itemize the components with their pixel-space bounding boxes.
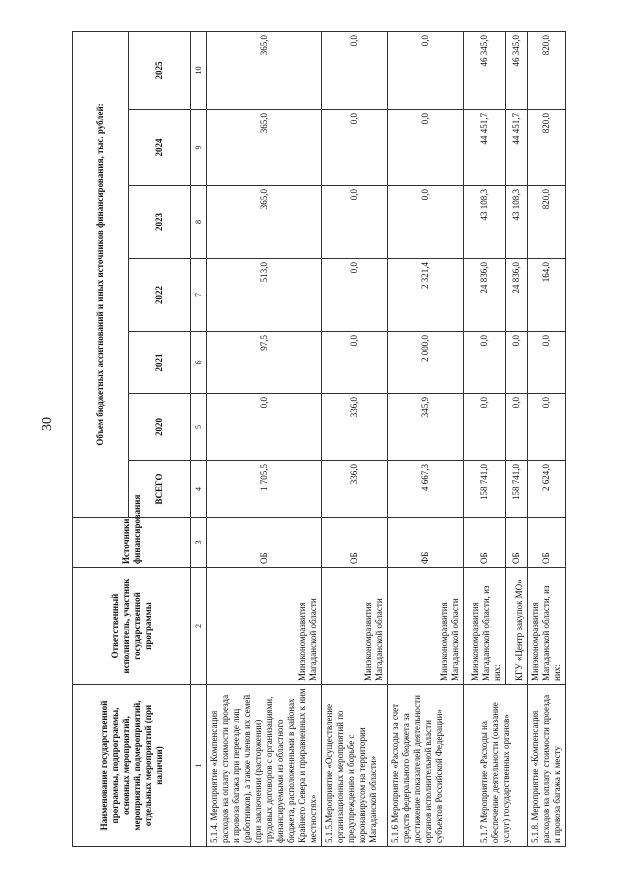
header-year: 2024 [129,110,191,186]
table-row [207,31,322,846]
column-index: 5 [191,394,207,461]
row-value: 345,9 [388,394,464,461]
header-source: Источники финансирования [73,518,191,568]
table-row [322,31,388,846]
row-value: 820,0 [528,110,566,186]
column-index: 4 [191,461,207,518]
row-value: 2 624,0 [528,461,566,518]
row-source: ОБ [207,518,322,568]
row-value: 365,0 [207,186,322,259]
header-name: Наименование государственной программы, подпрограммы, основных мероприятий, мероприятий, подмероприятий, отдельных мероприятий (при наличии) [73,685,191,847]
header-year: 2025 [129,31,191,109]
column-index: 7 [191,259,207,332]
row-value: 158 741,0 [464,461,506,518]
row-responsible: Минэкономразвития Магаданской области [322,568,388,685]
row-value: 0,0 [322,110,388,186]
row-value: 46 345,0 [464,31,506,109]
row-source: ОБ [464,518,506,568]
column-index: 9 [191,110,207,186]
column-index: 2 [191,568,207,685]
row-value: 365,0 [207,31,322,109]
row-value: 0,0 [464,394,506,461]
header-year: 2020 [129,394,191,461]
row-value: 1 705,5 [207,461,322,518]
column-index: 1 [191,685,207,847]
row-value: 2 321,4 [388,259,464,332]
row-name: 5.1.6 Мероприятие «Расходы за счет средств федерального бюджета за достижение показателей деятельности органов исполнительной власти субъектов Российской Федерации» [388,685,464,847]
row-value: 0,0 [322,259,388,332]
column-index: 8 [191,186,207,259]
rotated-table-container [72,32,562,847]
header-responsible: Ответственный исполнитель, участник государственной программы [73,568,191,685]
header-total: ВСЕГО [129,461,191,518]
row-value: 44 451,7 [464,110,506,186]
row-value: 0,0 [506,394,528,461]
row-value: 164,0 [528,259,566,332]
column-index-row [191,31,207,846]
table-row [464,31,506,846]
page-number: 30 [40,417,55,431]
row-name: 5.1.8. Мероприятие «Компенсация расходов на оплату стоимости проезда и провоза багажа к месту [528,685,566,847]
row-value: 0,0 [506,332,528,394]
header-year: 2022 [129,259,191,332]
header-year: 2023 [129,186,191,259]
row-value: 336,0 [322,394,388,461]
row-responsible: КГУ «Центр закупок МО» [506,568,528,685]
row-value: 46 345,0 [506,31,528,109]
row-value: 365,0 [207,110,322,186]
row-value: 336,0 [322,461,388,518]
table-row [388,31,464,846]
row-name: 5.1.4. Мероприятие «Компенсация расходов на оплату стоимости проезда и провоза багажа при переезде лиц (работников), а также членов их семей (при заключении (расторжении) трудовых договоров с организациями, финансируемыми из областного бюджета, расположенными в районах Крайнего Севера и приравненных к ним местностях» [207,685,322,847]
row-value: 0,0 [388,186,464,259]
row-responsible: Минэкономразвития Магаданской области [207,568,322,685]
row-value: 4 667,3 [388,461,464,518]
financing-table [72,31,566,847]
header-year: 2021 [129,332,191,394]
row-source: ФБ [388,518,464,568]
row-value: 43 108,3 [506,186,528,259]
row-value: 24 836,0 [464,259,506,332]
row-value: 513,0 [207,259,322,332]
row-value: 0,0 [528,332,566,394]
row-value: 820,0 [528,186,566,259]
row-source: ОБ [506,518,528,568]
row-value: 0,0 [322,186,388,259]
row-responsible: Минэкономразвития Магаданской области [388,568,464,685]
row-source: ОБ [528,518,566,568]
column-index: 3 [191,518,207,568]
row-value: 43 108,3 [464,186,506,259]
row-value: 0,0 [207,394,322,461]
row-value: 158 741,0 [506,461,528,518]
row-value: 0,0 [388,110,464,186]
row-value: 0,0 [464,332,506,394]
row-source: ОБ [322,518,388,568]
row-value: 2 000,0 [388,332,464,394]
column-index: 6 [191,332,207,394]
row-name: 5.1.5.Мероприятие «Осуществление организационных мероприятий по предупреждению и борьбе с коронавирусом на территории Магаданской области» [322,685,388,847]
row-value: 44 451,7 [506,110,528,186]
row-value: 0,0 [528,394,566,461]
row-value: 820,0 [528,31,566,109]
row-value: 24 836,0 [506,259,528,332]
column-index: 10 [191,31,207,109]
row-name: 5.1.7 Мероприятие «Расходы на обеспечение деятельности (оказание услуг) государственных органов» [464,685,528,847]
row-responsible: Минэкономразвития Магаданской области, из них: [464,568,506,685]
row-value: 0,0 [322,31,388,109]
row-value: 0,0 [388,31,464,109]
row-responsible: Минэкономразвития Магаданской области, из них: [528,568,566,685]
row-value: 97,5 [207,332,322,394]
row-value: 0,0 [322,332,388,394]
header-volume: Объем бюджетных ассигнований и иных источников финансирования, тыс. рублей: [73,31,129,517]
table-row [528,31,566,846]
